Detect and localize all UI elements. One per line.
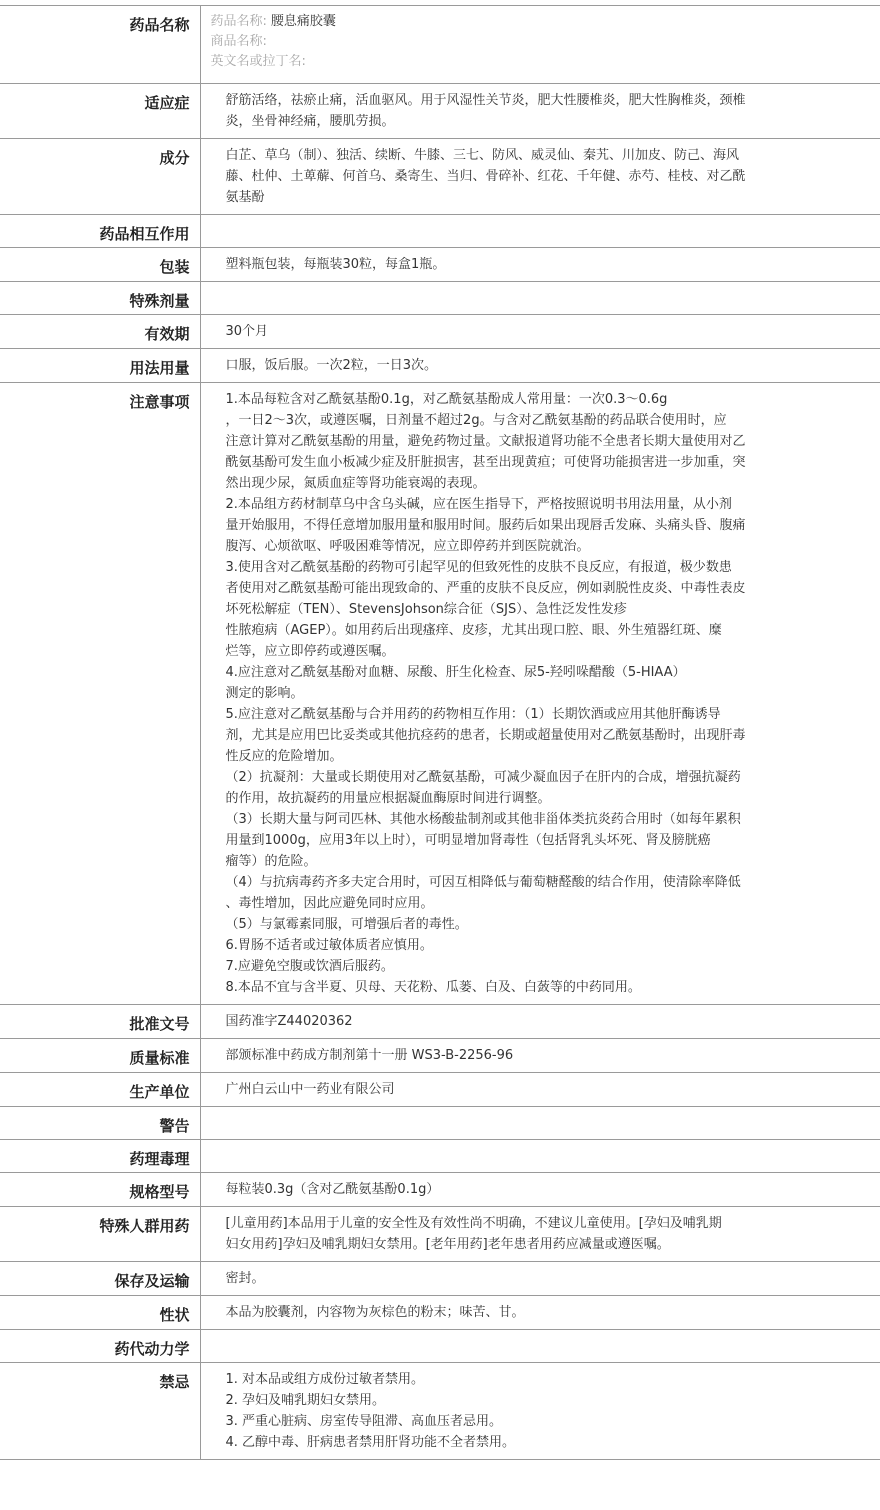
info-row (0, 349, 880, 383)
info-row (0, 1140, 880, 1173)
row-label: 性状 (0, 1296, 200, 1330)
row-label: 注意事项 (0, 383, 200, 1005)
row-label: 用法用量 (0, 349, 200, 383)
name-line (211, 32, 791, 52)
value-line: 藤、杜仲、土萆薢、何首乌、桑寄生、当归、骨碎补、红花、千年健、赤芍、桂枝、对乙酰 (225, 169, 746, 184)
name-value: 腰息痛胶囊 (270, 14, 336, 29)
row-value (200, 349, 880, 383)
row-value (200, 6, 880, 84)
row-label: 特殊人群用药 (0, 1207, 200, 1262)
value-line: 腹泻、心烦欲呕、呼吸困难等情况，应立即停药并到医院就治。 (225, 539, 590, 554)
value-line: 的作用，故抗凝药的用量应根据凝血酶原时间进行调整。 (225, 791, 551, 806)
info-row (0, 1073, 880, 1107)
value-line: 3. 严重心脏病、房室传导阻滞、高血压者忌用。 (225, 1414, 503, 1429)
value-line: 坏死松解症（TEN）、StevensJohson综合征（SJS）、急性泛发性发疹 (225, 602, 627, 617)
value-line: 性脓疱病（AGEP）。如用药后出现瘙痒、皮疹，尤其出现口腔、眼、外生殖器红斑、糜 (225, 623, 722, 638)
value-line: 每粒装0.3g（含对乙酰氨基酚0.1g） (225, 1182, 440, 1197)
info-row (0, 84, 880, 139)
row-value (200, 1296, 880, 1330)
value-line: 者使用对乙酰氨基酚可能出现致命的、严重的皮肤不良反应，例如剥脱性皮炎、中毒性表皮 (225, 581, 746, 596)
row-value (200, 248, 880, 282)
row-value (200, 1363, 880, 1460)
info-row (0, 1173, 880, 1207)
row-value (200, 1107, 880, 1140)
value-line: 4.应注意对乙酰氨基酚对血糖、尿酸、肝生化检查、尿5-羟吲哚醋酸（5-HIAA） (225, 665, 686, 680)
value-line: 用量到1000g，应用3年以上时），可明显增加肾毒性（包括肾乳头坏死、肾及膀胱癌 (225, 833, 711, 848)
value-line: 量开始服用，不得任意增加服用量和服用时间。服药后如果出现唇舌发麻、头痛头昏、腹痛 (225, 518, 746, 533)
info-row (0, 1363, 880, 1460)
row-label: 药代动力学 (0, 1330, 200, 1363)
value-line: 酰氨基酚可发生血小板减少症及肝脏损害，甚至出现黄疸；可使肾功能损害进一步加重，突 (225, 455, 746, 470)
info-row (0, 1207, 880, 1262)
value-line: 密封。 (225, 1271, 265, 1286)
row-label: 批准文号 (0, 1005, 200, 1039)
row-value (200, 315, 880, 349)
drug-info-table (0, 5, 880, 1460)
row-label: 保存及运输 (0, 1262, 200, 1296)
value-line: 氨基酚 (225, 190, 265, 205)
row-value (200, 383, 880, 1005)
value-line: 4. 乙醇中毒、肝病患者禁用肝肾功能不全者禁用。 (225, 1435, 516, 1450)
row-label: 药品相互作用 (0, 215, 200, 248)
row-value (200, 1330, 880, 1363)
info-row (0, 215, 880, 248)
value-line: （5）与氯霉素同服，可增强后者的毒性。 (225, 917, 468, 932)
row-label: 生产单位 (0, 1073, 200, 1107)
value-line: 7.应避免空腹或饮酒后服药。 (225, 959, 394, 974)
value-line: 2.本品组方药材制草乌中含乌头碱，应在医生指导下，严格按照说明书用法用量，从小剂 (225, 497, 732, 512)
value-line: 性反应的危险增加。 (225, 749, 343, 764)
name-line (211, 52, 791, 72)
row-label: 质量标准 (0, 1039, 200, 1073)
row-value (200, 1173, 880, 1207)
name-key: 英文名或拉丁名: (210, 54, 306, 69)
row-value (200, 1140, 880, 1173)
value-line: 1. 对本品或组方成份过敏者禁用。 (225, 1372, 425, 1387)
value-line: 30个月 (225, 324, 269, 339)
drug-info-rows (0, 6, 880, 1460)
row-value (200, 215, 880, 248)
value-line: 口服，饭后服。一次2粒，一日3次。 (225, 358, 438, 373)
value-line: 部颁标准中药成方制剂第十一册 WS3-B-2256-96 (225, 1048, 514, 1063)
info-row (0, 383, 880, 1005)
row-label: 有效期 (0, 315, 200, 349)
info-row (0, 139, 880, 215)
name-line (211, 12, 791, 32)
value-line: （4）与抗病毒药齐多夫定合用时，可因互相降低与葡萄糖醛酸的结合作用，使清除率降低 (225, 875, 741, 890)
row-value (200, 1039, 880, 1073)
value-line: 8.本品不宜与含半夏、贝母、天花粉、瓜蒌、白及、白蔹等的中药同用。 (225, 980, 641, 995)
value-line: （3）长期大量与阿司匹林、其他水杨酸盐制剂或其他非甾体类抗炎药合用时（如每年累积 (225, 812, 741, 827)
row-value (200, 1073, 880, 1107)
value-line: 测定的影响。 (225, 686, 304, 701)
row-value (200, 282, 880, 315)
value-line: 5.应注意对乙酰氨基酚与合并用药的药物相互作用：（1）长期饮酒或应用其他肝酶诱导 (225, 707, 721, 722)
info-row (0, 282, 880, 315)
row-label: 特殊剂量 (0, 282, 200, 315)
info-row (0, 1296, 880, 1330)
info-row (0, 1262, 880, 1296)
value-line: 然出现少尿，氮质血症等肾功能衰竭的表现。 (225, 476, 486, 491)
info-row (0, 1005, 880, 1039)
info-row (0, 248, 880, 282)
info-row (0, 6, 880, 84)
row-value (200, 139, 880, 215)
value-line: 塑料瓶包装，每瓶装30粒，每盒1瓶。 (225, 257, 446, 272)
value-line: （2）抗凝剂：大量或长期使用对乙酰氨基酚，可减少凝血因子在肝内的合成，增强抗凝药 (225, 770, 741, 785)
value-line: 注意计算对乙酰氨基酚的用量，避免药物过量。文献报道肾功能不全患者长期大量使用对乙 (225, 434, 746, 449)
row-value (200, 1207, 880, 1262)
value-line: 舒筋活络，祛瘀止痛，活血驱风。用于风湿性关节炎，肥大性腰椎炎，肥大性胸椎炎，颈椎 (225, 93, 746, 108)
value-line: 2. 孕妇及哺乳期妇女禁用。 (225, 1393, 386, 1408)
row-label: 规格型号 (0, 1173, 200, 1207)
row-value (200, 84, 880, 139)
value-line: 3.使用含对乙酰氨基酚的药物可引起罕见的但致死性的皮肤不良反应，有报道，极少数患 (225, 560, 732, 575)
row-label: 警告 (0, 1107, 200, 1140)
row-label: 药理毒理 (0, 1140, 200, 1173)
value-line: 瘤等）的危险。 (225, 854, 317, 869)
value-line: [儿童用药]本品用于儿童的安全性及有效性尚不明确，不建议儿童使用。[孕妇及哺乳期 (225, 1216, 722, 1231)
row-label: 适应症 (0, 84, 200, 139)
name-key: 商品名称: (210, 34, 267, 49)
row-label: 禁忌 (0, 1363, 200, 1460)
name-key: 药品名称: (210, 14, 267, 29)
value-line: ，一日2～3次，或遵医嘱，日剂量不超过2g。与含对乙酰氨基酚的药品联合使用时，应 (225, 413, 727, 428)
value-line: 1.本品每粒含对乙酰氨基酚0.1g，对乙酰氨基酚成人常用量：一次0.3～0.6g (225, 392, 668, 407)
info-row (0, 1107, 880, 1140)
info-row (0, 1330, 880, 1363)
value-line: 炎，坐骨神经痛，腰肌劳损。 (225, 114, 395, 129)
value-line: 妇女用药]孕妇及哺乳期妇女禁用。[老年用药]老年患者用药应减量或遵医嘱。 (225, 1237, 670, 1252)
value-line: 广州白云山中一药业有限公司 (225, 1082, 395, 1097)
value-line: 剂，尤其是应用巴比妥类或其他抗痉药的患者，长期或超量使用对乙酰氨基酚时，出现肝毒 (225, 728, 746, 743)
value-line: 国药准字Z44020362 (225, 1014, 353, 1029)
info-row (0, 315, 880, 349)
value-line: 本品为胶囊剂，内容物为灰棕色的粉末；味苦、甘。 (225, 1305, 525, 1320)
value-line: 白芷、草乌（制）、独活、续断、牛膝、三七、防风、威灵仙、秦艽、川加皮、防己、海风 (225, 148, 740, 163)
value-line: 烂等，应立即停药或遵医嘱。 (225, 644, 395, 659)
info-row (0, 1039, 880, 1073)
row-label: 包装 (0, 248, 200, 282)
row-value (200, 1005, 880, 1039)
row-label: 成分 (0, 139, 200, 215)
row-label: 药品名称 (0, 6, 200, 84)
row-value (200, 1262, 880, 1296)
value-line: 、毒性增加，因此应避免同时应用。 (225, 896, 434, 911)
value-line: 6.胃肠不适者或过敏体质者应慎用。 (225, 938, 433, 953)
